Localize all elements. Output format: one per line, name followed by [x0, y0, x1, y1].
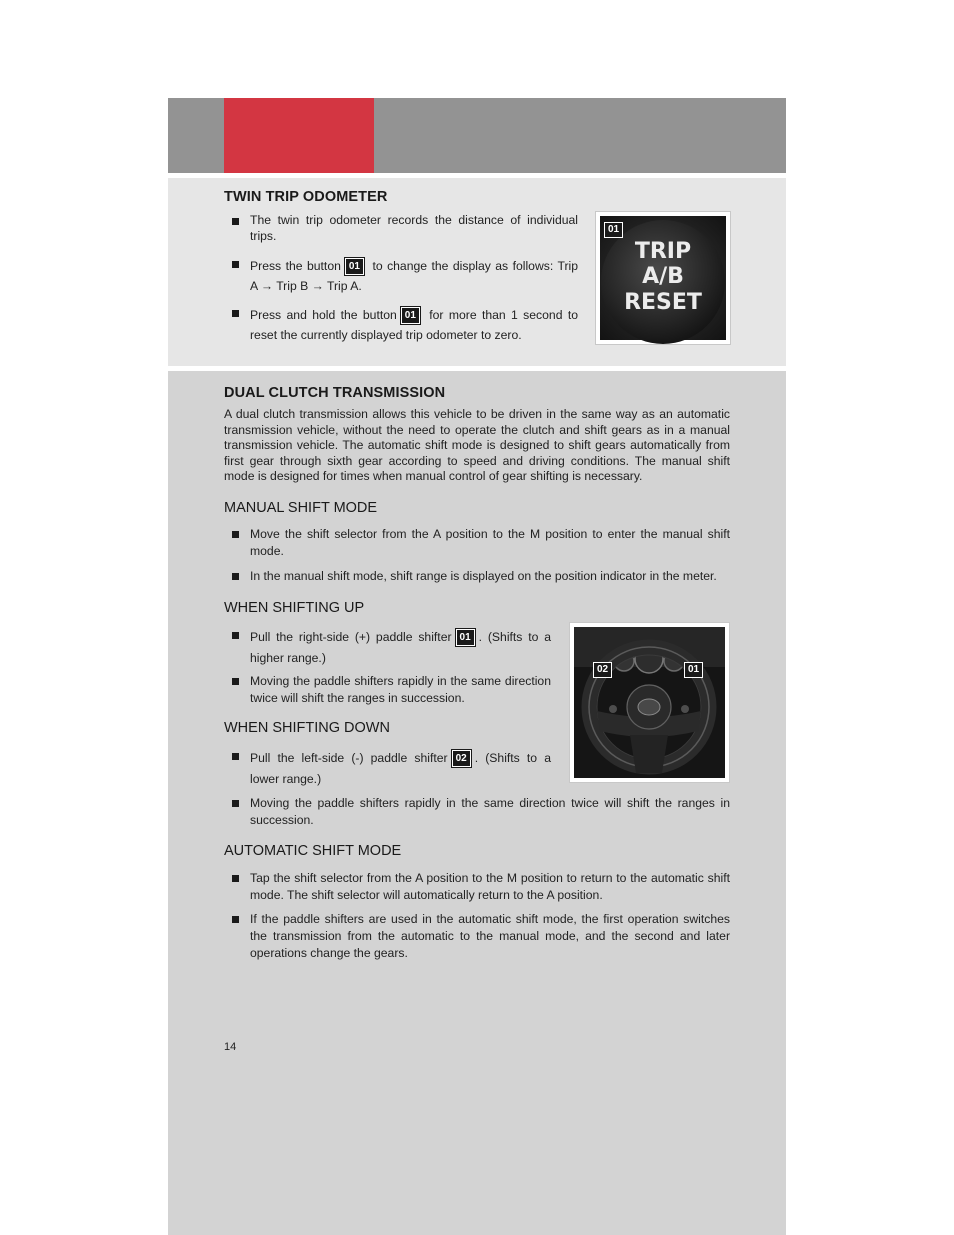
bullet-text: Press and hold the button [250, 308, 397, 322]
bullet-text: In the manual shift mode, shift range is displayed on the position indicator in the meter. [250, 569, 717, 583]
bullet-text: Pull the left-side (-) paddle shifter [250, 751, 448, 765]
bullet-text: The twin trip odometer records the distance of individual trips. [250, 213, 578, 243]
shifting-down-title: WHEN SHIFTING DOWN [224, 720, 390, 736]
bullet-text: Pull the right-side (+) paddle shifter [250, 630, 452, 644]
bullet-text: Move the shift selector from the A position to the M position to enter the manual shift mode. [250, 527, 730, 558]
callout-badge: 01 [401, 307, 420, 324]
shifting-up-title: WHEN SHIFTING UP [224, 600, 365, 616]
trip-button-photo [596, 212, 730, 344]
bullet-text: Tap the shift selector from the A position to the M position to return to the automatic shift mode. The shift selector will automatically return to the A position. [250, 871, 730, 902]
list-item [224, 568, 730, 585]
button-text-line1: TRIP [634, 239, 692, 264]
steering-wheel-photo [570, 623, 729, 782]
bullet-text: for more than 1 second to reset the currently displayed trip odometer to zero. [250, 308, 578, 342]
bullet-text: Moving the paddle shifters rapidly in the same direction twice will shift the ranges in succession. [250, 674, 551, 705]
list-item [224, 748, 551, 789]
list-item [224, 213, 578, 244]
bullet-text: Press the button [250, 259, 341, 273]
list-item [224, 627, 551, 668]
photo-callout-label-right: 01 [684, 662, 703, 678]
manual-shift-title: MANUAL SHIFT MODE [224, 500, 378, 516]
steering-wheel-image [570, 623, 729, 782]
bullet-text: . (Shifts to a lower range.) [250, 751, 551, 786]
list-item [224, 256, 578, 296]
list-item [224, 911, 730, 962]
button-text-line3: RESET [624, 290, 702, 315]
bullet-text: If the paddle shifters are used in the automatic shift mode, the first operation switches the transmission from the automatic to the manual mode, and the second and later operations change the gears. [250, 912, 730, 960]
automatic-shift-title: AUTOMATIC SHIFT MODE [224, 843, 402, 859]
list-item [224, 673, 551, 707]
list-item [224, 870, 730, 904]
list-item [224, 305, 578, 345]
photo-callout-label-left: 02 [593, 662, 612, 678]
bullet-text: to change the display as follows: Trip A → Trip B → Trip A. [250, 259, 578, 293]
twin-trip-title: TWIN TRIP ODOMETER [224, 189, 388, 205]
page-number: 14 [224, 1041, 237, 1053]
dct-title: DUAL CLUTCH TRANSMISSION [224, 385, 446, 401]
list-item [224, 795, 730, 829]
callout-badge: 02 [452, 750, 471, 767]
header-accent-tab [224, 98, 374, 173]
dct-intro: A dual clutch transmission allows this vehicle to be driven in the same way as an automatic transmission vehicle, without the need to operate the clutch and shift gears as in a manual transmission vehicle. The automatic shift mode is designed to shift gears automatically from first gear through sixth gear according to speed and driving conditions. The manual shift mode is designed for times when manual control of gear shifting is necessary. [224, 407, 730, 484]
callout-badge: 01 [345, 258, 364, 275]
list-item [224, 526, 730, 560]
button-text-line2: A/B [642, 264, 684, 289]
bullet-text: Moving the paddle shifters rapidly in the same direction twice will shift the ranges in succession. [250, 796, 730, 827]
photo-callout-label: 01 [604, 222, 623, 238]
bullet-text: . (Shifts to a higher range.) [250, 630, 551, 665]
callout-badge: 01 [456, 629, 475, 646]
